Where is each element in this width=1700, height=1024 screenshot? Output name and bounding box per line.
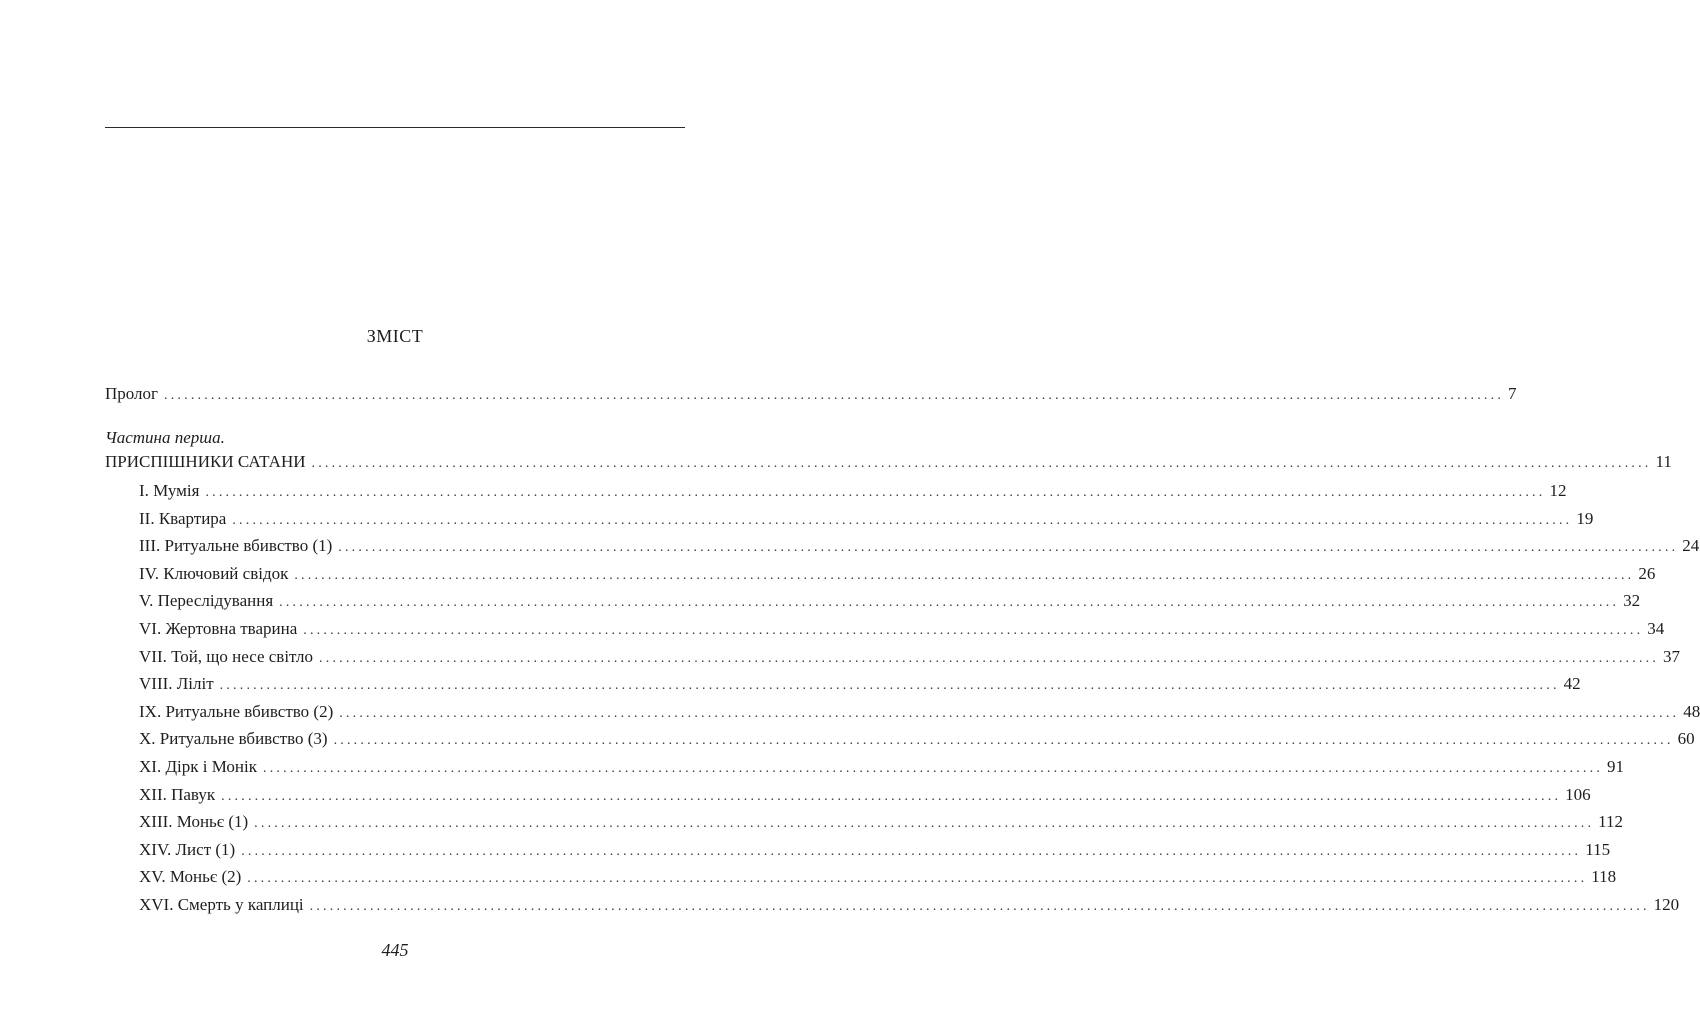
dot-leader: ........................................................................................................................................................................................................ <box>219 678 1560 693</box>
toc-entry-chapter <box>139 840 1611 860</box>
part-label: Частина перша. <box>105 428 225 447</box>
toc-entry-chapter <box>139 591 1641 611</box>
toc-entry-chapter <box>139 536 1700 556</box>
toc-entry-page: 37 <box>1663 647 1681 666</box>
toc-entry-page: 106 <box>1565 785 1591 804</box>
toc-entry-label: I. Мумія <box>139 481 200 500</box>
toc-entry-label: VI. Жертовна тварина <box>139 619 298 638</box>
toc-entry-chapter <box>139 895 1680 915</box>
toc-title: ЗМІСТ <box>366 326 424 346</box>
header-rule <box>105 127 685 128</box>
page-number: 445 <box>381 940 409 960</box>
toc-entry-label: III. Ритуальне вбивство (1) <box>139 536 333 555</box>
toc-entry-chapter <box>139 867 1617 887</box>
toc-entry-chapter <box>139 674 1581 694</box>
toc-entry-label: VII. Той, що несе світло <box>139 647 314 666</box>
toc-entry-chapter <box>139 812 1624 832</box>
toc-entry-page: 12 <box>1549 481 1567 500</box>
dot-leader: ........................................................................................................................................................................................................ <box>241 844 1582 859</box>
toc-entry-chapter <box>139 785 1591 805</box>
toc-entry-chapter <box>139 702 1700 722</box>
toc-entry-page: 19 <box>1576 509 1594 528</box>
toc-entry-prologue <box>105 384 1517 404</box>
toc-entry-label: V. Переслідування <box>139 591 274 610</box>
toc-entry-part-title <box>105 452 1672 472</box>
toc-entry-label: XII. Павук <box>139 785 216 804</box>
dot-leader: ........................................................................................................................................................................................................ <box>279 595 1620 610</box>
toc-entry-label: X. Ритуальне вбивство (3) <box>139 729 328 748</box>
dot-leader: ........................................................................................................................................................................................................ <box>339 706 1680 721</box>
toc-entry-page: 32 <box>1623 591 1641 610</box>
toc-entry-chapter <box>139 564 1656 584</box>
toc-entry-page: 112 <box>1598 812 1624 831</box>
dot-leader: ........................................................................................................................................................................................................ <box>311 456 1652 471</box>
dot-leader: ........................................................................................................................................................................................................ <box>333 733 1674 748</box>
toc-entry-page: 91 <box>1607 757 1625 776</box>
dot-leader: ........................................................................................................................................................................................................ <box>232 513 1573 528</box>
toc-entry-label: IV. Ключовий свідок <box>139 564 289 583</box>
toc-entry-page: 11 <box>1655 452 1672 471</box>
toc-entry-page: 7 <box>1508 384 1517 403</box>
dot-leader: ........................................................................................................................................................................................................ <box>303 623 1644 638</box>
toc-entry-label: Пролог <box>105 384 159 403</box>
toc-entry-label: XI. Дірк і Монік <box>139 757 258 776</box>
dot-leader: ........................................................................................................................................................................................................ <box>319 651 1660 666</box>
dot-leader: ........................................................................................................................................................................................................ <box>164 388 1505 403</box>
toc-entry-page: 118 <box>1591 867 1617 886</box>
toc-entry-chapter <box>139 509 1594 529</box>
dot-leader: ........................................................................................................................................................................................................ <box>309 899 1650 914</box>
toc-entry-chapter <box>139 757 1625 777</box>
toc-entry-page: 26 <box>1638 564 1656 583</box>
dot-leader: ........................................................................................................................................................................................................ <box>294 568 1635 583</box>
toc-entry-chapter <box>139 647 1681 667</box>
toc-entry-label: XVI. Смерть у каплиці <box>139 895 304 914</box>
dot-leader: ........................................................................................................................................................................................................ <box>221 789 1562 804</box>
toc-entry-label: IX. Ритуальне вбивство (2) <box>139 702 334 721</box>
toc-entry-page: 60 <box>1677 729 1695 748</box>
toc-entry-page: 42 <box>1563 674 1581 693</box>
toc-entry-label: XIII. Моньє (1) <box>139 812 249 831</box>
toc-entry-page: 115 <box>1585 840 1611 859</box>
toc-entry-page: 24 <box>1682 536 1700 555</box>
toc-entry-chapter <box>139 619 1665 639</box>
toc-entry-label: XV. Моньє (2) <box>139 867 242 886</box>
toc-entry-page: 48 <box>1683 702 1700 721</box>
toc-entry-label: II. Квартира <box>139 509 227 528</box>
toc-entry-label: ПРИСПІШНИКИ САТАНИ <box>105 452 306 471</box>
toc-entry-label: XIV. Лист (1) <box>139 840 236 859</box>
toc-entry-page: 120 <box>1653 895 1680 914</box>
toc-entry-label: VIII. Ліліт <box>139 674 214 693</box>
toc-entry-chapter <box>139 729 1695 749</box>
dot-leader: ........................................................................................................................................................................................................ <box>254 816 1595 831</box>
dot-leader: ........................................................................................................................................................................................................ <box>338 540 1679 555</box>
dot-leader: ........................................................................................................................................................................................................ <box>263 761 1604 776</box>
toc-entry-page: 34 <box>1647 619 1665 638</box>
toc-entry-chapter <box>139 481 1567 501</box>
dot-leader: ........................................................................................................................................................................................................ <box>247 871 1588 886</box>
dot-leader: ........................................................................................................................................................................................................ <box>205 485 1546 500</box>
